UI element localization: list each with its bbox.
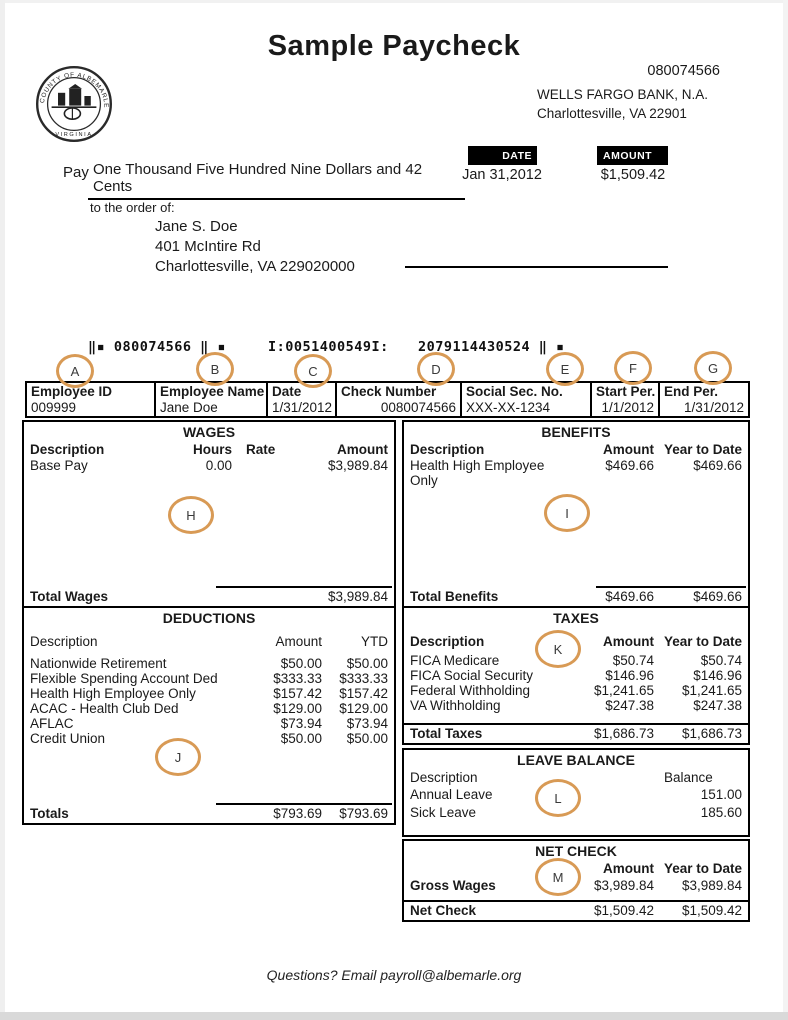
deductions-col-ytd: YTD [361, 634, 388, 649]
check-amount-value: $1,509.42 [600, 167, 666, 183]
tax-row [404, 683, 748, 698]
benefit-description: Health High Employee Only [410, 458, 545, 488]
benefits-col-ytd: Year to Date [663, 442, 742, 457]
callout-h: H [168, 496, 214, 534]
county-seal-icon [28, 64, 120, 144]
net-check-col-amount: Amount [603, 861, 654, 876]
wage-hours: 0.00 [205, 458, 232, 473]
leave-balance-value: 185.60 [700, 805, 742, 820]
seal-bottom-text: VIRGINIA [55, 132, 93, 138]
tax-description: FICA Social Security [410, 668, 534, 683]
tax-ytd: $50.74 [700, 653, 742, 668]
deductions-section [22, 606, 396, 825]
callout-m: M [535, 858, 581, 896]
page-border-top [0, 0, 788, 3]
amount-label-box [597, 146, 668, 165]
start-per-header: Start Per. [592, 383, 660, 400]
total-benefits-amount: $469.66 [605, 589, 654, 604]
employee-id-value: 009999 [27, 400, 156, 416]
leave-balance-value: 151.00 [700, 787, 742, 802]
bank-name: WELLS FARGO BANK, N.A. [537, 87, 709, 102]
check-number-top: 080074566 [647, 63, 720, 79]
wage-amount: $3,989.84 [327, 458, 388, 473]
tax-row [404, 698, 748, 713]
wages-col-description: Description [30, 442, 105, 457]
deduction-row [24, 701, 394, 716]
taxes-section [402, 606, 750, 745]
bank-city: Charlottesville, VA 22901 [537, 106, 687, 121]
date-header: Date [268, 383, 337, 400]
deduction-amount: $129.00 [273, 701, 322, 716]
tax-description: VA Withholding [410, 698, 501, 713]
amount-label: AMOUNT [603, 149, 653, 162]
total-taxes-ytd: $1,686.73 [681, 726, 742, 741]
taxes-col-description: Description [410, 634, 485, 649]
date-label-box [468, 146, 537, 165]
deduction-ytd: $129.00 [339, 701, 388, 716]
gross-wages-ytd: $3,989.84 [681, 878, 742, 893]
deductions-totals-label: Totals [30, 806, 69, 821]
page-title: Sample Paycheck [267, 30, 521, 62]
callout-g: G [694, 351, 732, 385]
payee-name: Jane S. Doe [155, 218, 238, 235]
page-border-bottom [0, 1012, 788, 1020]
total-taxes-amount: $1,686.73 [593, 726, 654, 741]
deduction-row [24, 656, 394, 671]
callout-b: B [196, 352, 234, 386]
benefits-title: BENEFITS [541, 424, 611, 440]
deduction-amount: $333.33 [273, 671, 322, 686]
net-check-ytd: $1,509.42 [681, 903, 742, 918]
leave-col-balance: Balance [664, 770, 713, 785]
micr-check-number: ‖▪ 080074566 ‖ ▪ [88, 339, 227, 355]
deduction-amount: $50.00 [280, 731, 322, 746]
leave-balance-title: LEAVE BALANCE [517, 752, 635, 768]
check-number-value: 0080074566 [337, 400, 462, 416]
deductions-title: DEDUCTIONS [162, 610, 256, 626]
total-benefits-ytd: $469.66 [693, 589, 742, 604]
deduction-description: Credit Union [30, 731, 106, 746]
micr-account-number: 2079114430524 ‖ ▪ [418, 339, 565, 355]
benefits-row [404, 458, 748, 488]
tax-description: FICA Medicare [410, 653, 500, 668]
deduction-row [24, 671, 394, 686]
check-number-header: Check Number [337, 383, 462, 400]
gross-wages-label: Gross Wages [410, 878, 496, 893]
deductions-total-amount: $793.69 [273, 806, 322, 821]
deduction-ytd: $73.94 [346, 716, 388, 731]
pay-label: Pay [63, 164, 89, 181]
tax-ytd: $146.96 [693, 668, 742, 683]
deduction-row [24, 716, 394, 731]
end-per-header: End Per. [664, 384, 719, 399]
tax-amount: $146.96 [605, 668, 654, 683]
taxes-col-amount: Amount [603, 634, 654, 649]
payee-street: 401 McIntire Rd [155, 238, 261, 255]
deduction-description: AFLAC [30, 716, 74, 731]
to-the-order-of-label: to the order of: [90, 200, 175, 215]
date-value: 1/31/2012 [268, 400, 337, 416]
deduction-amount: $50.00 [280, 656, 322, 671]
wages-col-amount: Amount [337, 442, 388, 457]
callout-e: E [546, 352, 584, 386]
tax-ytd: $247.38 [693, 698, 742, 713]
employee-id-header: Employee ID [27, 383, 156, 400]
total-wages-amount: $3,989.84 [327, 589, 388, 604]
wages-col-hours: Hours [192, 442, 232, 457]
tax-amount: $247.38 [605, 698, 654, 713]
leave-description: Annual Leave [410, 787, 493, 802]
callout-f: F [614, 351, 652, 385]
deduction-row [24, 686, 394, 701]
taxes-col-ytd: Year to Date [663, 634, 742, 649]
tax-ytd: $1,241.65 [681, 683, 742, 698]
callout-i: I [544, 494, 590, 532]
callout-l: L [535, 779, 581, 817]
deduction-ytd: $50.00 [346, 731, 388, 746]
tax-amount: $1,241.65 [593, 683, 654, 698]
benefit-ytd: $469.66 [693, 458, 742, 473]
benefits-col-description: Description [410, 442, 485, 457]
callout-k: K [535, 630, 581, 668]
benefit-amount: $469.66 [605, 458, 654, 473]
wages-col-rate: Rate [246, 442, 276, 457]
tax-amount: $50.74 [612, 653, 654, 668]
employee-name-value: Jane Doe [156, 400, 268, 416]
deduction-description: Nationwide Retirement [30, 656, 167, 671]
deduction-description: ACAC - Health Club Ded [30, 701, 179, 716]
page-border-left [0, 0, 5, 1020]
net-check-label: Net Check [410, 903, 477, 918]
callout-j: J [155, 738, 201, 776]
signature-line [405, 266, 668, 268]
ssn-header: Social Sec. No. [462, 383, 592, 400]
net-check-title: NET CHECK [535, 843, 617, 859]
deduction-amount: $157.42 [273, 686, 322, 701]
deduction-ytd: $333.33 [339, 671, 388, 686]
total-wages-label: Total Wages [30, 589, 109, 604]
net-check-amount: $1,509.42 [593, 903, 654, 918]
deduction-ytd: $157.42 [339, 686, 388, 701]
footer-questions: Questions? Email payroll@albemarle.org [266, 967, 522, 983]
callout-d: D [417, 352, 455, 386]
leave-description: Sick Leave [410, 805, 477, 820]
deductions-col-description: Description [30, 634, 98, 649]
deductions-col-amount: Amount [275, 634, 322, 649]
deduction-amount: $73.94 [280, 716, 322, 731]
employee-info-table [25, 381, 750, 418]
deduction-row [24, 731, 394, 746]
wage-description: Base Pay [30, 458, 88, 473]
tax-row [404, 668, 748, 683]
wages-title: WAGES [182, 424, 236, 440]
leave-col-description: Description [410, 770, 478, 785]
micr-routing-number: I:0051400549I: [268, 339, 389, 355]
total-benefits-label: Total Benefits [410, 589, 499, 604]
callout-c: C [294, 354, 332, 388]
deductions-total-ytd: $793.69 [339, 806, 388, 821]
deduction-ytd: $50.00 [346, 656, 388, 671]
check-date-value: Jan 31,2012 [462, 167, 542, 183]
ssn-value: XXX-XX-1234 [462, 400, 592, 416]
start-per-value: 1/1/2012 [592, 400, 660, 416]
deduction-description: Flexible Spending Account Ded [30, 671, 218, 686]
seal-buildings-icon [52, 84, 97, 120]
callout-a: A [56, 354, 94, 388]
employee-name-header: Employee Name [156, 383, 268, 400]
payee-block [155, 217, 355, 277]
net-check-col-ytd: Year to Date [663, 861, 742, 876]
wages-row [24, 458, 394, 473]
taxes-title: TAXES [553, 610, 599, 626]
pay-amount-words: One Thousand Five Hundred Nine Dollars and 42 Cents [88, 161, 465, 200]
benefits-col-amount: Amount [603, 442, 654, 457]
payee-city: Charlottesville, VA 229020000 [155, 258, 355, 275]
tax-description: Federal Withholding [410, 683, 531, 698]
date-label: DATE [502, 149, 532, 162]
page-border-right [783, 0, 788, 1020]
deduction-description: Health High Employee Only [30, 686, 196, 701]
wage-rate [232, 458, 294, 473]
gross-wages-amount: $3,989.84 [593, 878, 654, 893]
end-per-value: 1/31/2012 [683, 400, 744, 415]
total-taxes-label: Total Taxes [410, 726, 483, 741]
seal-top-text: COUNTY OF ALBEMARLE [38, 71, 110, 109]
